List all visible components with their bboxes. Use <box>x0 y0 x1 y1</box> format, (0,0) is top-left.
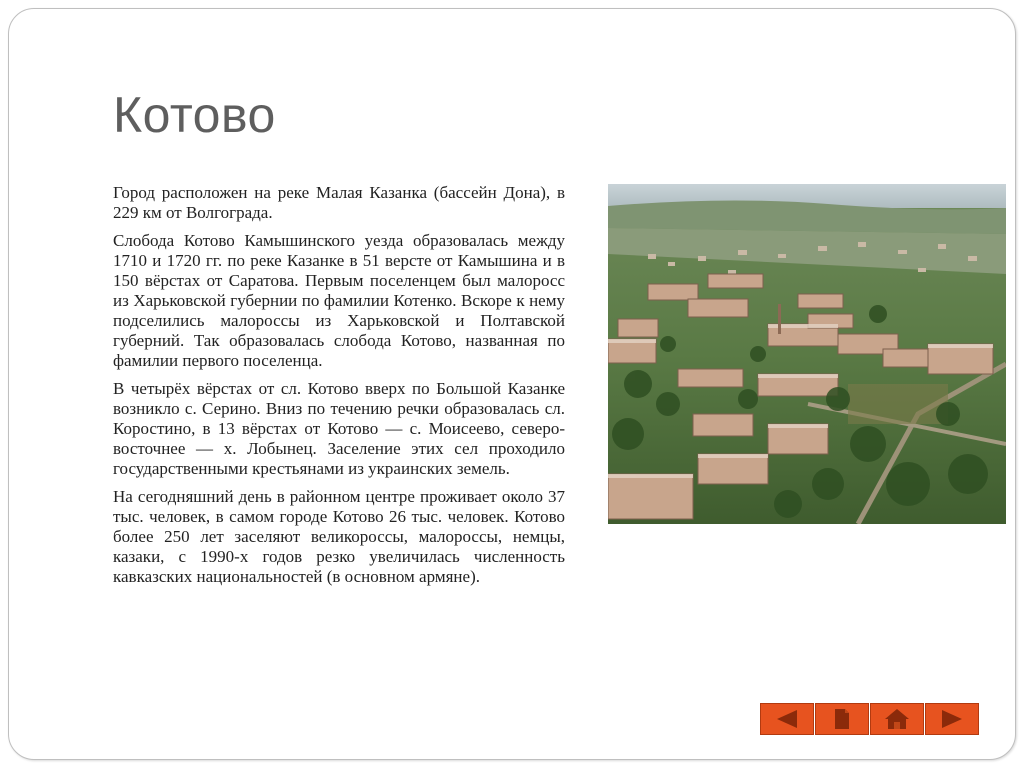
document-icon <box>833 708 851 730</box>
document-button[interactable] <box>815 703 869 735</box>
home-button[interactable] <box>870 703 924 735</box>
prev-slide-button[interactable] <box>760 703 814 735</box>
home-icon <box>884 708 910 730</box>
slide-title: Котово <box>113 87 276 143</box>
city-aerial-photo <box>608 184 1006 524</box>
next-slide-button[interactable] <box>925 703 979 735</box>
next-icon <box>940 709 964 729</box>
paragraph-3: В четырёх вёрстах от сл. Котово вверх по Большой Казанке возникло с. Серино. Вниз по течению речки образовалась сл. Коростино, в 13 вёрстах от Котово — с. Моисеево, северо-восточнее — х. Лобынец. Заселение этих сел проходило государственными крестьянами из украинских земель. <box>113 379 565 478</box>
prev-icon <box>775 709 799 729</box>
slide-navigation <box>760 703 980 735</box>
paragraph-4: На сегодняшний день в районном центре проживает около 37 тыс. человек, в самом городе Котово 26 тыс. человек. Котово более 250 лет заселяют великороссы, малороссы, немцы, казаки, с 1990-х годов резко увеличилась численность кавказских национальностей (в основном армяне). <box>113 487 565 586</box>
paragraph-1: Город расположен на реке Малая Казанка (бассейн Дона), в 229 км от Волгограда. <box>113 183 565 222</box>
paragraph-2: Слобода Котово Камышинского уезда образовалась между 1710 и 1720 гг. по реке Казанке в 51 версте от Камышина и в 150 вёрстах от Саратова. Первым поселенцем был малоросс из Харьковской губернии по фамилии Котенко. Вскоре к нему подселились малороссы из Харьковской и Полтавской губерний. Так образовалась слобода Котово, названная по фамилии первого поселенца. <box>113 231 565 370</box>
slide-body <box>113 183 565 595</box>
